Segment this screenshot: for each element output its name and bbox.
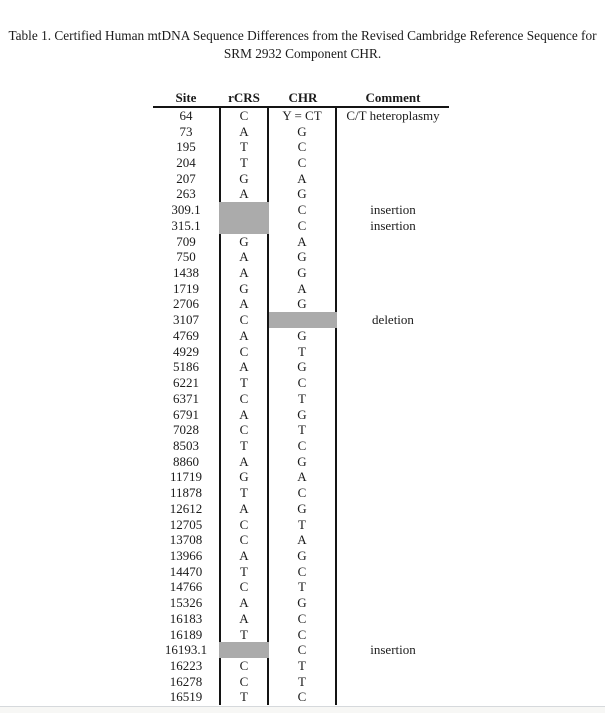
cell-comment [337,611,449,627]
cell-site: 3107 [173,312,199,328]
cell-rcrs: A [219,611,269,627]
cell-chr: G [269,595,337,611]
table-row [153,532,449,548]
table-row [153,202,449,218]
cell-rcrs: T [219,485,269,501]
cell-site: 13966 [169,547,203,563]
cell-comment: deletion [372,312,414,328]
cell-chr: G [269,265,337,281]
cell-rcrs: A [219,249,269,265]
cell-rcrs: A [219,501,269,517]
cell-comment: insertion [370,202,416,218]
cell-comment [337,674,449,690]
table-row [153,375,449,391]
cell-chr: T [269,674,337,690]
cell-site: 204 [176,155,196,171]
cell-rcrs [219,642,269,658]
table-row [153,642,449,658]
cell-chr: A [269,281,337,297]
cell-site: 6371 [173,390,199,406]
cell-comment [337,470,449,486]
cell-chr: G [269,407,337,423]
cell-site: 16519 [169,689,203,705]
cell-chr: Y = CT [269,108,337,124]
table-caption-line2: SRM 2932 Component CHR. [223,46,382,61]
table-row [153,611,449,627]
cell-comment [337,627,449,643]
table-row [153,595,449,611]
cell-comment [337,690,449,706]
table-row [153,517,449,533]
cell-chr: C [269,218,337,234]
cell-site: 14766 [169,579,203,595]
cell-chr: T [269,580,337,596]
cell-site: 309.1 [171,202,201,218]
table-row [153,297,449,313]
cell-rcrs: C [219,422,269,438]
cell-comment [337,422,449,438]
cell-site: 11878 [169,485,203,501]
cell-rcrs: T [219,438,269,454]
table-row [153,171,449,187]
cell-rcrs: A [219,548,269,564]
cell-comment [337,360,449,376]
cell-comment [337,265,449,281]
table-row [153,124,449,140]
cell-site: 73 [179,123,193,139]
table-row [153,658,449,674]
cell-chr: G [269,548,337,564]
table-row [153,422,449,438]
cell-rcrs: A [219,407,269,423]
cell-site: 16183 [169,610,203,626]
cell-chr: C [269,202,337,218]
cell-rcrs: A [219,297,269,313]
table-row [153,360,449,376]
cell-chr: G [269,328,337,344]
cell-comment [337,454,449,470]
cell-comment [337,580,449,596]
cell-chr: G [269,454,337,470]
cell-comment [337,438,449,454]
cell-chr: A [269,532,337,548]
cell-site: 750 [176,249,196,265]
cell-rcrs: A [219,454,269,470]
cell-comment [337,485,449,501]
cell-rcrs: G [219,470,269,486]
cell-site: 195 [176,139,196,155]
table-row [153,108,449,124]
cell-comment [337,344,449,360]
cell-comment [337,501,449,517]
table-row [153,249,449,265]
table-row [153,564,449,580]
cell-rcrs: G [219,234,269,250]
cell-chr: G [269,501,337,517]
table-row [153,328,449,344]
cell-comment [337,595,449,611]
cell-site: 16278 [169,673,203,689]
table-row [153,674,449,690]
cell-rcrs: A [219,265,269,281]
cell-rcrs: A [219,328,269,344]
table-row [153,548,449,564]
cell-site: 7028 [173,422,199,438]
cell-rcrs: C [219,658,269,674]
cell-chr: G [269,124,337,140]
cell-chr: C [269,155,337,171]
cell-chr: C [269,564,337,580]
cell-chr: C [269,690,337,706]
cell-rcrs [219,218,269,234]
cell-site: 15326 [169,595,203,611]
table-row [153,155,449,171]
cell-comment [337,548,449,564]
table-row [153,454,449,470]
cell-comment: C/T heteroplasmy [346,107,440,123]
mtdna-differences-table [153,90,449,705]
cell-site: 13708 [169,532,203,548]
cell-rcrs: T [219,690,269,706]
cell-site: 4929 [173,343,199,359]
cell-chr: G [269,360,337,376]
cell-chr: G [269,297,337,313]
page-bottom-edge [0,706,605,713]
cell-rcrs: T [219,155,269,171]
cell-site: 8503 [173,437,199,453]
cell-comment [337,658,449,674]
cell-chr: A [269,234,337,250]
cell-comment: insertion [370,642,416,658]
header-rcrs: rCRS [228,90,260,105]
table-row [153,438,449,454]
cell-rcrs: A [219,595,269,611]
cell-site: 1438 [173,265,199,281]
cell-chr: C [269,375,337,391]
header-site: Site [175,90,197,105]
cell-comment [337,297,449,313]
cell-chr: C [269,611,337,627]
cell-site: 6791 [173,406,199,422]
cell-comment [337,532,449,548]
cell-site: 709 [176,233,196,249]
table-body [153,108,449,705]
cell-chr: T [269,391,337,407]
cell-chr: A [269,470,337,486]
cell-site: 11719 [169,469,203,485]
cell-comment: insertion [370,217,416,233]
table-row [153,580,449,596]
cell-site: 16189 [169,626,203,642]
cell-rcrs: G [219,171,269,187]
cell-rcrs: C [219,344,269,360]
table-row [153,391,449,407]
cell-comment [337,517,449,533]
cell-site: 1719 [173,280,199,296]
cell-rcrs: C [219,517,269,533]
cell-site: 2706 [173,296,199,312]
cell-site: 5186 [173,359,199,375]
cell-site: 6221 [173,375,199,391]
cell-comment [337,407,449,423]
table-row [153,627,449,643]
cell-site: 14470 [169,563,203,579]
cell-rcrs: C [219,108,269,124]
cell-comment [337,249,449,265]
table-row [153,344,449,360]
cell-rcrs: T [219,564,269,580]
cell-rcrs: C [219,674,269,690]
cell-site: 315.1 [171,217,201,233]
table-row [153,218,449,234]
cell-site: 207 [176,170,196,186]
table-caption [0,27,605,63]
table-row [153,265,449,281]
cell-chr: T [269,422,337,438]
cell-comment [337,564,449,580]
cell-comment [337,171,449,187]
table-row [153,234,449,250]
cell-site: 263 [176,186,196,202]
cell-rcrs: A [219,124,269,140]
cell-comment [337,139,449,155]
cell-site: 4769 [173,327,199,343]
cell-rcrs: T [219,139,269,155]
table-row [153,485,449,501]
header-comment: Comment [365,90,421,105]
table-row [153,501,449,517]
cell-site: 64 [179,107,193,123]
table-row [153,470,449,486]
table-row [153,187,449,203]
cell-comment [337,328,449,344]
cell-comment [337,155,449,171]
cell-chr: T [269,344,337,360]
cell-chr: C [269,438,337,454]
cell-chr: T [269,658,337,674]
cell-comment [337,124,449,140]
cell-comment [337,187,449,203]
cell-site: 12612 [169,500,203,516]
table-row [153,312,449,328]
cell-site: 16193.1 [164,642,208,658]
cell-chr: G [269,249,337,265]
cell-site: 12705 [169,516,203,532]
cell-rcrs: C [219,532,269,548]
cell-rcrs: G [219,281,269,297]
cell-rcrs: A [219,360,269,376]
table-caption-line1: Table 1. Certified Human mtDNA Sequence Differences from the Revised Cambridge Reference Sequence for [8,28,597,43]
cell-site: 16223 [169,658,203,674]
cell-rcrs [219,202,269,218]
cell-site: 8860 [173,453,199,469]
cell-chr: G [269,187,337,203]
header-chr: CHR [288,90,318,105]
cell-chr: A [269,171,337,187]
cell-rcrs: T [219,375,269,391]
cell-rcrs: T [219,627,269,643]
cell-comment [337,391,449,407]
table-row [153,407,449,423]
cell-comment [337,375,449,391]
cell-rcrs: C [219,391,269,407]
cell-chr [269,312,337,328]
table-row [153,690,449,706]
cell-rcrs: C [219,312,269,328]
cell-comment [337,281,449,297]
cell-rcrs: C [219,580,269,596]
table-header-row [153,90,449,108]
cell-chr: C [269,642,337,658]
cell-chr: C [269,139,337,155]
cell-comment [337,234,449,250]
cell-chr: C [269,485,337,501]
cell-chr: T [269,517,337,533]
table-row [153,281,449,297]
cell-rcrs: A [219,187,269,203]
table-row [153,139,449,155]
cell-chr: C [269,627,337,643]
